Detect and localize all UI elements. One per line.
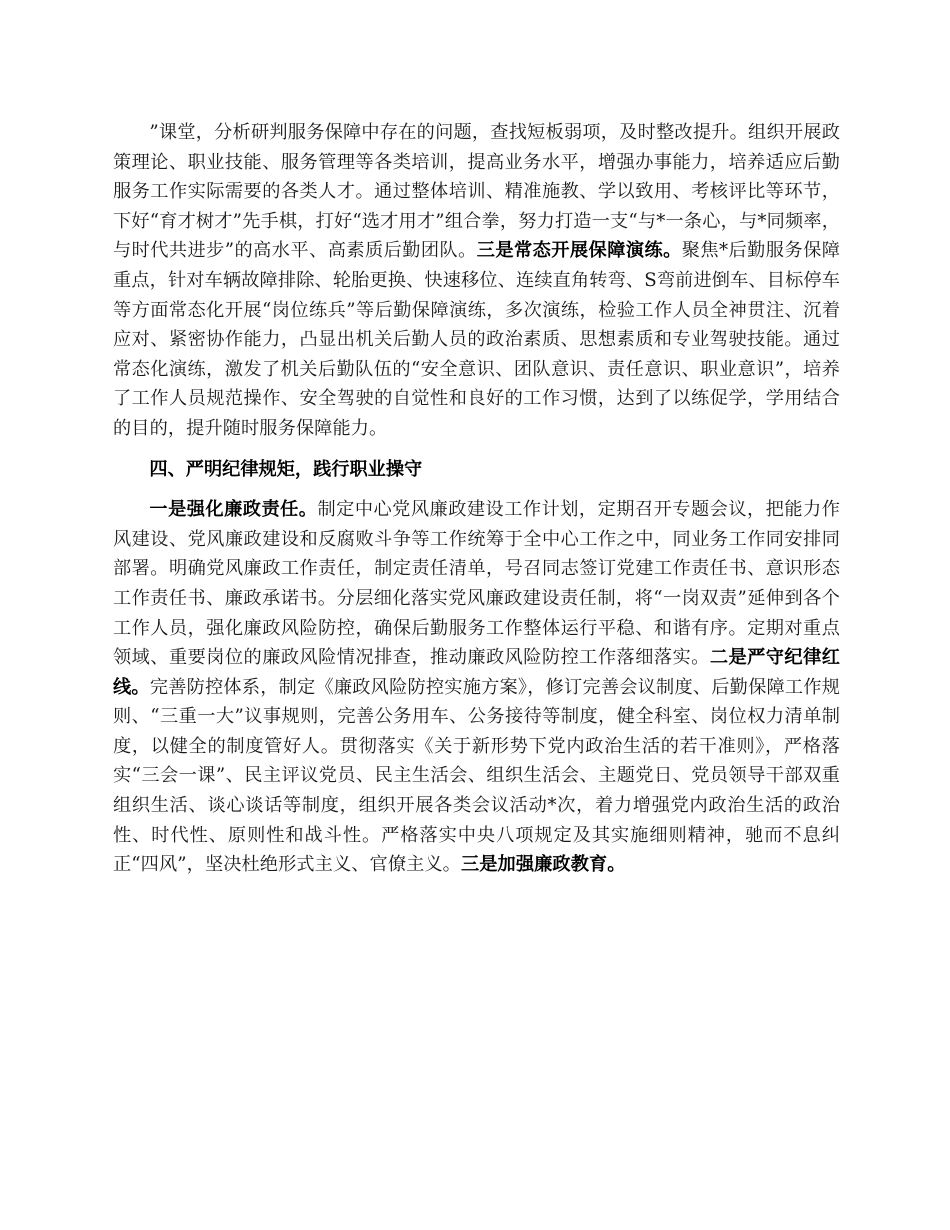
section-heading-4: 四、严明纪律规矩，践行职业操守: [149, 458, 423, 480]
bold-lead-education: 三是加强廉政教育。: [460, 854, 626, 876]
paragraph-text: 聚焦*后勤服务保障重点，针对车辆故障排除、轮胎更换、快速移位、连续直角转弯、S弯前进倒车、目标停车等方面常态化开展“岗位练兵”等后勤保障演练，多次演练，检验工作人员全神贯注、沉着应对、紧密协作能力，凸显出机关后勤人员的政治素质、思想素质和专业驾驶技能。通过常态化演练，激发了机关后勤队伍的“安全意识、团队意识、责任意识、职业意识”，培养了工作人员规范操作、安全驾驶的自觉性和良好的工作习惯，达到了以练促学，学用结合的目的，提升随时服务保障能力。: [113, 240, 840, 439]
paragraph-text: 制定中心党风廉政建设工作计划，定期召开专题会议，把能力作风建设、党风廉政建设和反腐败斗争等工作统筹于全中心工作之中，同业务工作同安排同部署。明确党风廉政工作责任，制定责任清单，号召同志签订党建工作责任书、意识形态工作责任书、廉政承诺书。分层细化落实党风廉政建设责任制，将“一岗双责”延伸到各个工作人员，强化廉政风险防控，确保后勤服务工作整体运行平稳、和谐有序。定期对重点领域、重要岗位的廉政风险情况排查，推动廉政风险防控工作落细落实。: [113, 499, 840, 669]
bold-lead-drills: 三是常态开展保障演练。: [476, 240, 682, 262]
paragraph-discipline: [113, 495, 840, 880]
paragraph-text: 完善防控体系，制定《廉政风险防控实施方案》，修订完善会议制度、后勤保障工作规则、“三重一大”议事规则，完善公务用车、公务接待等制度，健全科室、岗位权力清单制度，以健全的制度管好人。贯彻落实《关于新形势下党内政治生活的若干准则》，严格落实“三会一课”、民主评议党员、民主生活会、组织生活会、主题党日、党员领导干部双重组织生活、谈心谈话等制度，组织开展各类会议活动*次，着力增强党内政治生活的政治性、时代性、原则性和战斗性。严格落实中央八项规定及其实施细则精神，驰而不息纠正“四风”，坚决杜绝形式主义、官僚主义。: [113, 676, 840, 876]
paragraph-training-drills: [113, 118, 840, 444]
bold-lead-responsibility: 一是强化廉政责任。: [149, 499, 318, 521]
document-page: [113, 118, 840, 880]
bold-lead-redline: 二是严守纪律红线。: [113, 647, 841, 698]
paragraph-text: ”课堂，分析研判服务保障中存在的问题，查找短板弱项，及时整改提升。组织开展政策理论、职业技能、服务管理等各类培训，提高业务水平，增强办事能力，培养适应后勤服务工作实际需要的各类人才。通过整体培训、精准施教、学以致用、考核评比等环节，下好“育才树才”先手棋，打好“选才用才”组合拳，努力打造一支“与*一条心，与*同频率，与时代共进步”的高水平、高素质后勤团队。: [113, 122, 840, 262]
